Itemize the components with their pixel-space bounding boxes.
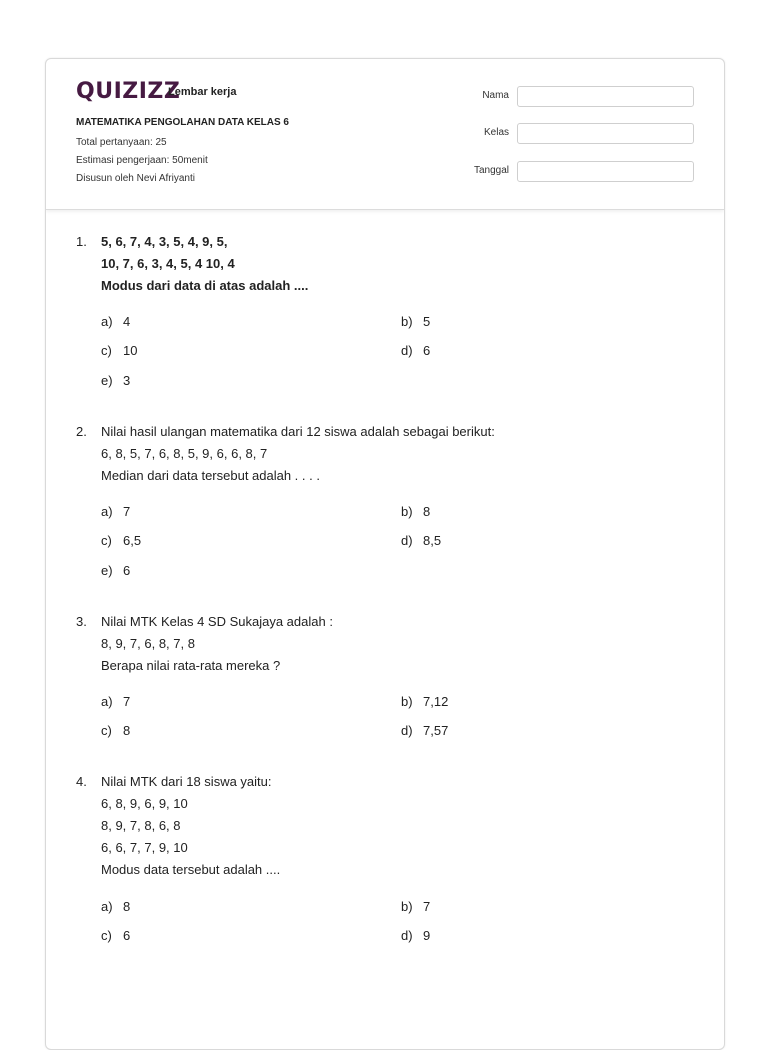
option: b) 7,12 xyxy=(401,694,449,709)
option: a) 8 xyxy=(101,899,131,914)
question-line: 8, 9, 7, 8, 6, 8 xyxy=(101,818,181,833)
class-field[interactable] xyxy=(517,123,694,144)
worksheet xyxy=(45,58,725,1050)
option: c) 6,5 xyxy=(101,533,142,548)
option: c) 6 xyxy=(101,928,131,943)
option: b) 8 xyxy=(401,504,431,519)
option: e) 6 xyxy=(101,563,131,578)
question-line: Median dari data tersebut adalah . . . . xyxy=(101,468,320,483)
question-line: Berapa nilai rata-rata mereka ? xyxy=(101,658,281,673)
question-line: 6, 6, 7, 7, 9, 10 xyxy=(101,840,188,855)
question-line: 10, 7, 6, 3, 4, 5, 4 10, 4 xyxy=(101,256,235,271)
option: a) 4 xyxy=(101,314,131,329)
question-line: 8, 9, 7, 6, 8, 7, 8 xyxy=(101,636,195,651)
worksheet-subtitle: Lembar kerja xyxy=(168,86,237,98)
question-line: 6, 8, 9, 6, 9, 10 xyxy=(101,796,188,811)
option: d) 6 xyxy=(401,343,431,358)
option: d) 9 xyxy=(401,928,431,943)
option: b) 5 xyxy=(401,314,431,329)
question-line: 6, 8, 5, 7, 6, 8, 5, 9, 6, 6, 8, 7 xyxy=(101,446,268,461)
worksheet-title: MATEMATIKA PENGOLAHAN DATA KELAS 6 xyxy=(76,117,289,128)
total-questions: Total pertanyaan: 25 xyxy=(76,137,167,148)
name-label: Nama xyxy=(482,90,509,101)
quizizz-logo: QUIZIZZ xyxy=(76,79,181,104)
name-field[interactable] xyxy=(517,86,694,107)
option: c) 10 xyxy=(101,343,138,358)
worksheet-header xyxy=(46,59,724,210)
question-line: Nilai MTK dari 18 siswa yaitu: xyxy=(101,774,272,789)
option: e) 3 xyxy=(101,373,131,388)
option: d) 7,57 xyxy=(401,723,449,738)
question-number: 3. xyxy=(76,614,87,629)
class-label: Kelas xyxy=(483,127,509,138)
option: d) 8,5 xyxy=(401,533,442,548)
option: a) 7 xyxy=(101,694,131,709)
option: c) 8 xyxy=(101,723,131,738)
option: b) 7 xyxy=(401,899,431,914)
question-line: Nilai MTK Kelas 4 SD Sukajaya adalah : xyxy=(101,614,333,629)
author: Disusun oleh Nevi Afriyanti xyxy=(76,173,195,184)
question-number: 1. xyxy=(76,234,87,249)
estimated-time: Estimasi pengerjaan: 50menit xyxy=(76,155,208,166)
question-line: Modus dari data di atas adalah .... xyxy=(101,278,309,293)
question-number: 4. xyxy=(76,774,87,789)
date-label: Tanggal xyxy=(473,165,509,176)
question-line: Nilai hasil ulangan matematika dari 12 siswa adalah sebagai berikut: xyxy=(101,424,495,439)
question-line: Modus data tersebut adalah .... xyxy=(101,862,281,877)
question-number: 2. xyxy=(76,424,87,439)
question-line: 5, 6, 7, 4, 3, 5, 4, 9, 5, xyxy=(101,234,228,249)
option: a) 7 xyxy=(101,504,131,519)
date-field[interactable] xyxy=(517,161,694,182)
